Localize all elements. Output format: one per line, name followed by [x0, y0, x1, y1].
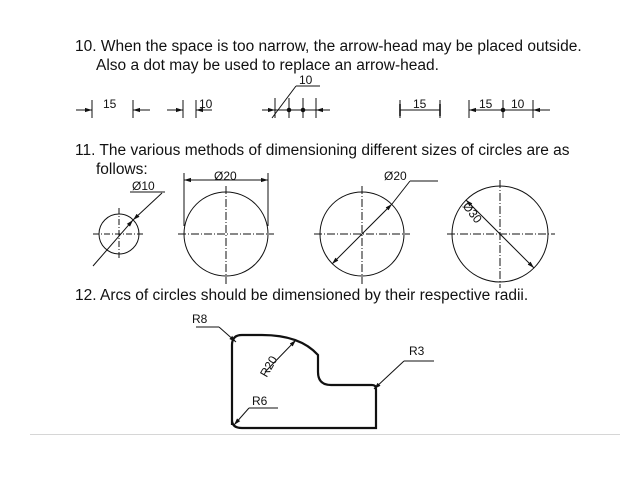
- arc-r20-label: R20: [257, 353, 281, 380]
- narrow-dim-group-4: [400, 97, 440, 118]
- item-11-line2: follows:: [96, 161, 148, 178]
- circle-small-label: Ø10: [132, 179, 155, 193]
- circle-fourth: [447, 180, 555, 288]
- circle-fourth-label: Ø30: [459, 199, 485, 226]
- circle-second-label: Ø20: [214, 169, 237, 183]
- arc-r3-label: R3: [409, 344, 425, 358]
- narrow-label-4: 15: [479, 97, 493, 111]
- narrow-label-1: 15: [103, 97, 117, 111]
- divider: [30, 434, 620, 435]
- narrow-dim-group-1: [76, 97, 150, 118]
- narrow-top-label: 10: [299, 73, 313, 87]
- item-12-line1: 12. Arcs of circles should be dimensioned by their respective radii.: [75, 287, 529, 304]
- narrow-dim-group-2: [167, 97, 213, 118]
- circle-third-label: Ø20: [384, 169, 407, 183]
- arc-profile: [232, 335, 376, 428]
- circle-third: [314, 181, 438, 284]
- item-11-line1: 11. The various methods of dimensioning different sizes of circles are as: [75, 142, 570, 159]
- narrow-dim-group-3: [262, 86, 330, 118]
- narrow-label-2: 10: [199, 97, 213, 111]
- item-10-line1: 10. When the space is too narrow, the arrow-head may be placed outside.: [75, 38, 582, 55]
- narrow-label-3: 15: [413, 97, 427, 111]
- circle-small: [93, 192, 165, 266]
- item-10-line2: Also a dot may be used to replace an arrow-head.: [96, 57, 439, 74]
- arc-r6-label: R6: [252, 394, 268, 408]
- arc-r8-label: R8: [192, 312, 208, 326]
- narrow-label-5: 10: [511, 97, 525, 111]
- narrow-dim-group-5: [469, 97, 550, 118]
- circle-second: [178, 173, 274, 284]
